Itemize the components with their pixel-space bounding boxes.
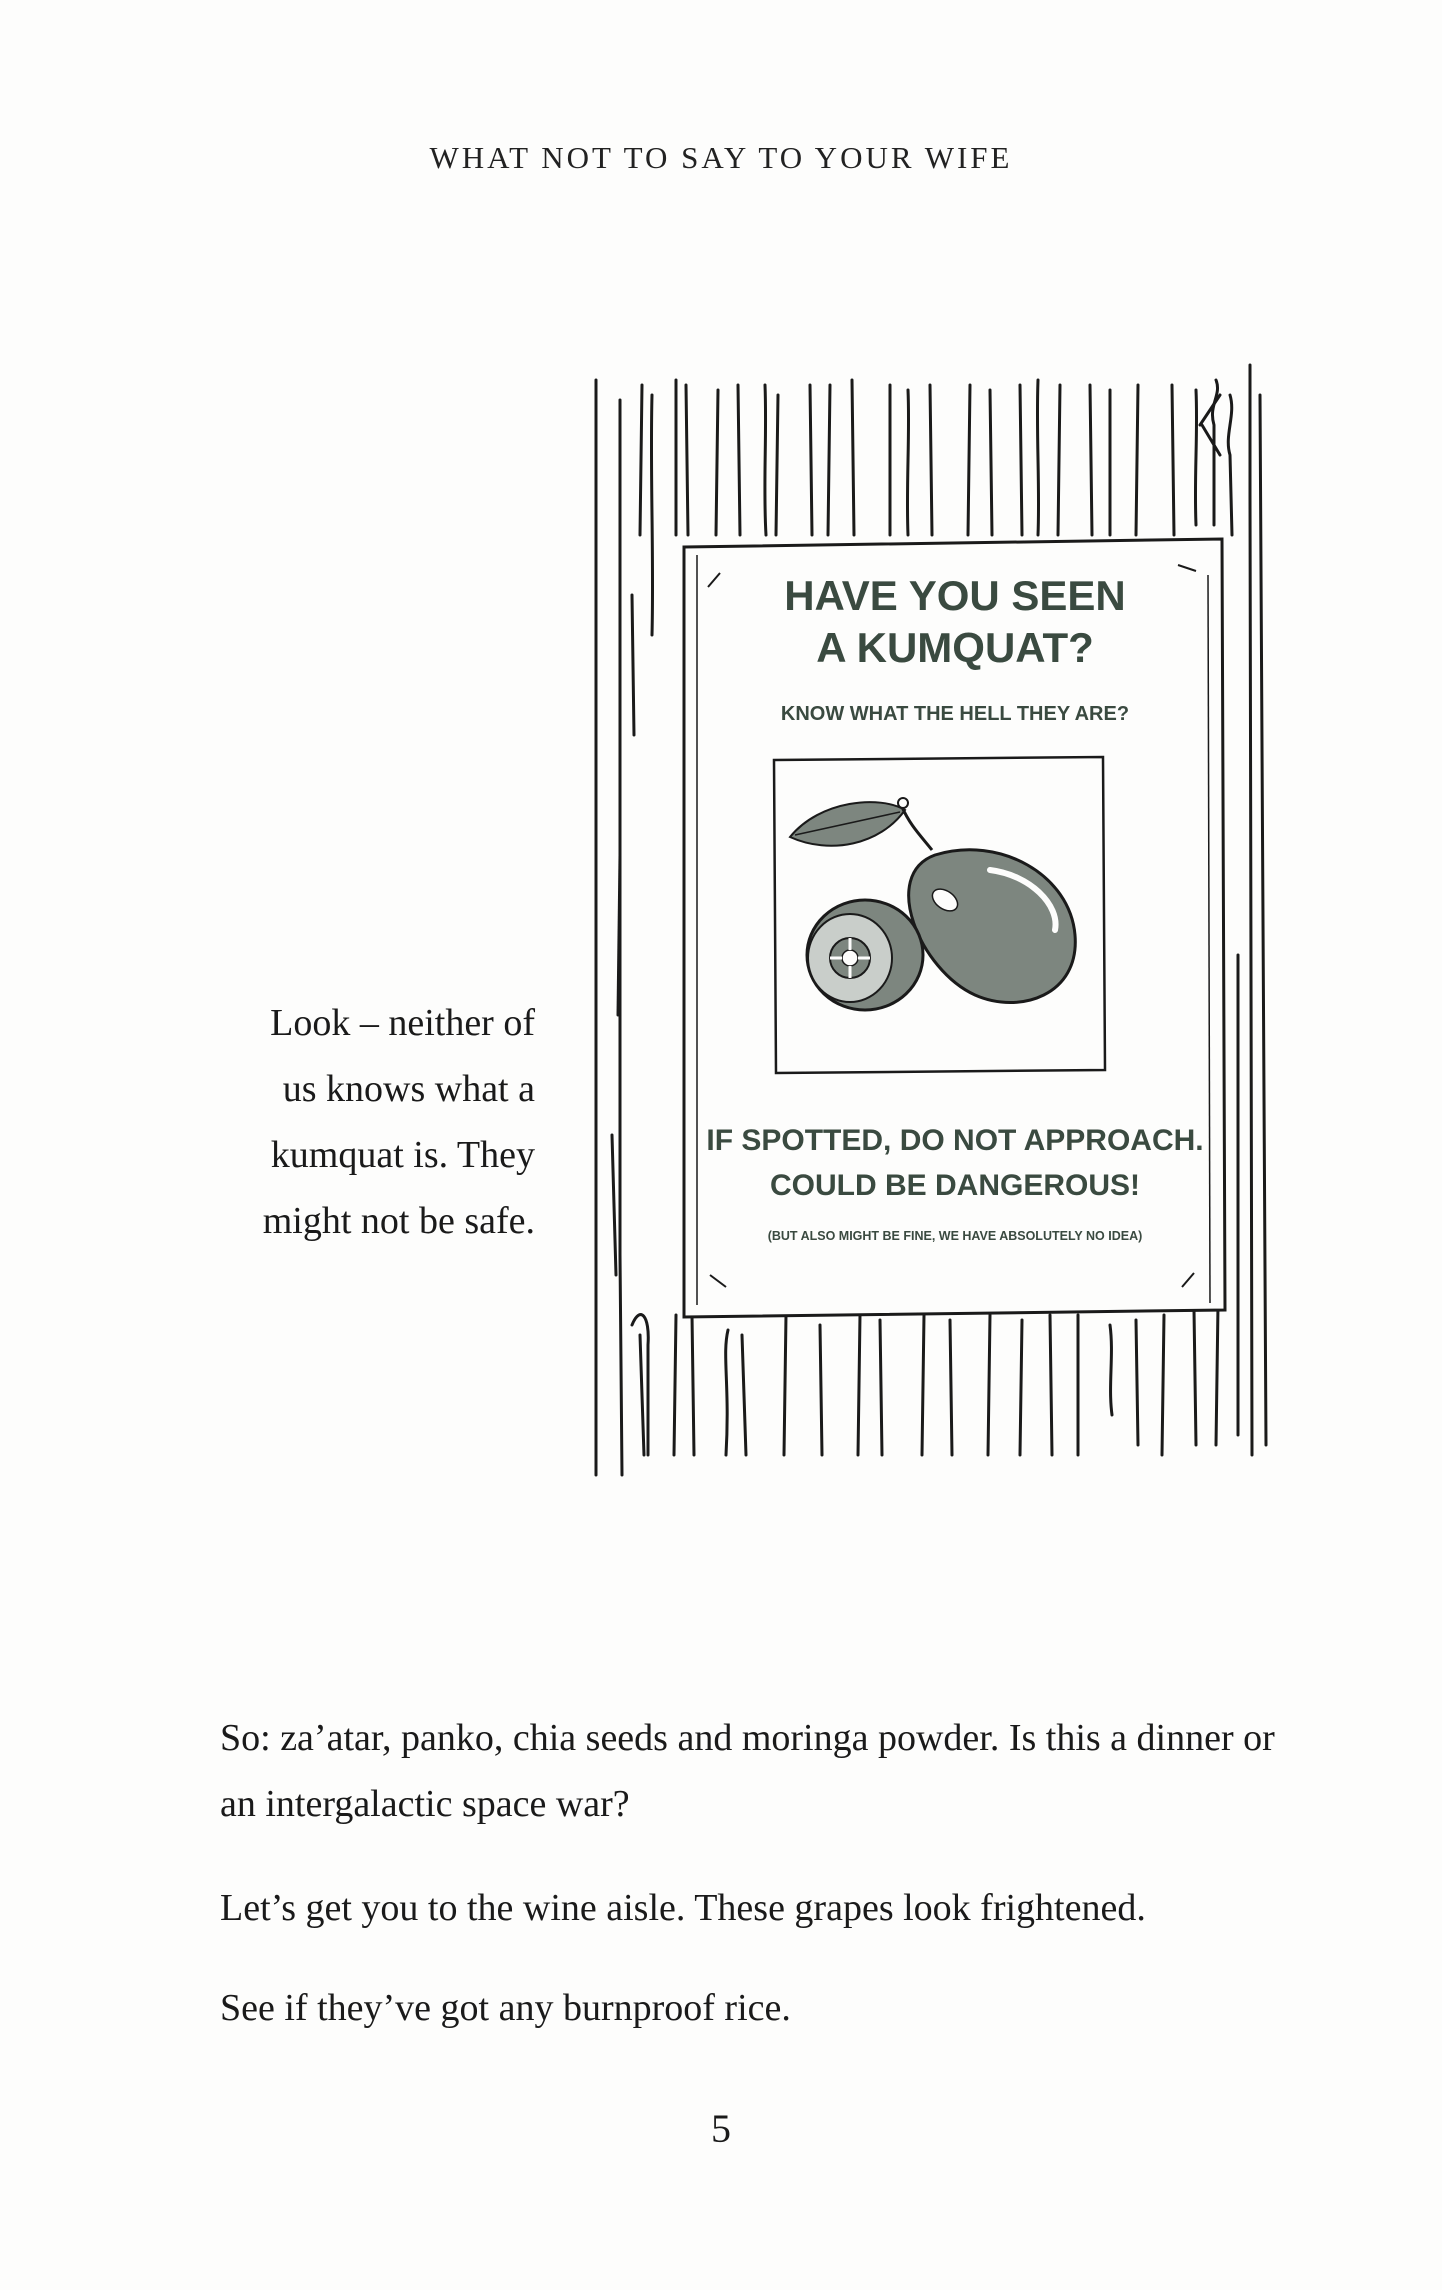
caption-line: kumquat is. They	[270, 1134, 535, 1176]
poster-subtitle: KNOW WHAT THE HELL THEY ARE?	[780, 703, 1130, 725]
caption-line: might not be safe.	[262, 1200, 535, 1242]
poster-title-line-2: A KUMQUAT?	[816, 624, 1094, 671]
kumquat-drawing	[774, 757, 1105, 1073]
body-paragraph: See if they’ve got any burnproof rice.	[220, 1987, 791, 2029]
wanted-poster-illustration	[590, 355, 1270, 1485]
body-paragraph: So: za’atar, panko, chia seeds and moringa powder. Is this a dinner or an intergalactic space war?	[220, 1717, 1275, 1825]
illustration-caption	[180, 990, 535, 1254]
poster-warning-line-1: IF SPOTTED, DO NOT APPROACH.	[706, 1124, 1204, 1157]
kumquat-poster	[684, 539, 1225, 1317]
poster-title-line-1: HAVE YOU SEEN	[784, 572, 1126, 619]
running-head: WHAT NOT TO SAY TO YOUR WIFE	[429, 140, 1013, 175]
caption-line: us knows what a	[282, 1068, 535, 1110]
poster-fine-print: (BUT ALSO MIGHT BE FINE, WE HAVE ABSOLUTELY NO IDEA)	[767, 1229, 1143, 1243]
caption-line: Look – neither of	[270, 1002, 535, 1044]
poster-warning-line-2: COULD BE DANGEROUS!	[769, 1169, 1141, 1202]
body-paragraph: Let’s get you to the wine aisle. These grapes look frightened.	[220, 1887, 1146, 1929]
page-number: 5	[711, 2106, 731, 2151]
